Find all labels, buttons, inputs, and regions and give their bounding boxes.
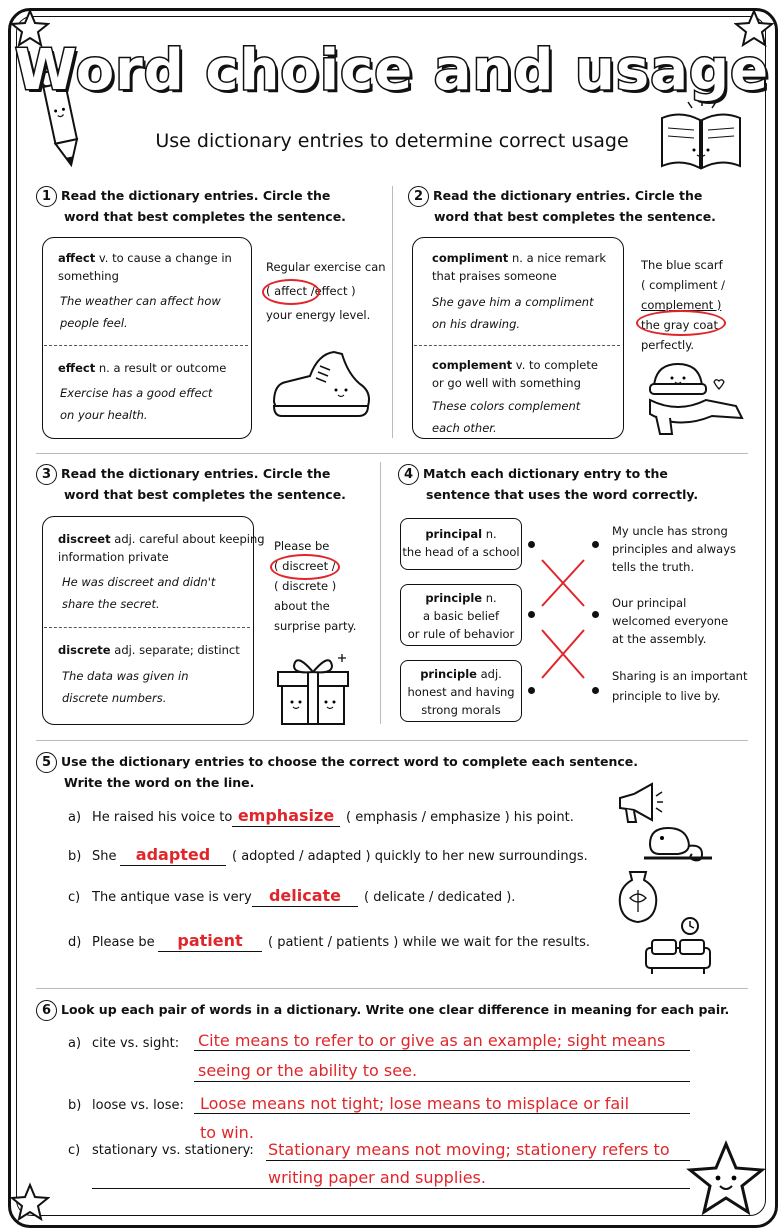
dictionary-entry: complement v. to complete or go well with something [432, 358, 598, 390]
practice-sentence[interactable]: The blue scarf ( compliment / complement ) the gray coat perfectly. [641, 258, 725, 352]
section-number: 5 [36, 752, 57, 773]
match-sentence-3: Sharing is an important principle to live by. [612, 669, 748, 703]
sneaker-icon [268, 344, 374, 424]
item-letter: d) [68, 935, 82, 950]
dictionary-entry: compliment n. a nice remark that praises someone [432, 251, 606, 283]
item-text: ( emphasis / emphasize ) his point. [346, 810, 574, 825]
dictionary-entry: discreet adj. careful about keeping information private [58, 532, 265, 564]
section-3-instructions: 3 Read the dictionary entries. Circle the word that best completes the sentence. [36, 464, 346, 504]
written-answer: Stationary means not moving; stationery refers to [268, 1140, 670, 1159]
answer-circle [262, 279, 320, 305]
answer-line[interactable] [158, 951, 262, 952]
megaphone-icon [614, 780, 664, 826]
answer-line[interactable] [266, 1160, 690, 1161]
section-number: 1 [36, 186, 57, 207]
section-2-instructions: 2 Read the dictionary entries. Circle the word that best completes the sentence. [408, 186, 716, 226]
section-1-instructions: 1 Read the dictionary entries. Circle the word that best completes the sentence. [36, 186, 346, 226]
section-5-instructions: 5 Use the dictionary entries to choose the correct word to complete each sentence. Write the word on the line. [36, 752, 638, 792]
written-answer: emphasize [237, 806, 335, 825]
section-4-instructions: 4 Match each dictionary entry to the sentence that uses the word correctly. [398, 464, 698, 504]
match-entry-1[interactable]: principal n. the head of a school [400, 518, 522, 570]
answer-line[interactable] [194, 1081, 690, 1082]
practice-sentence: your energy level. [266, 308, 371, 322]
match-lines [528, 540, 600, 696]
word-pair: stationary vs. stationery: [92, 1143, 254, 1158]
section-number: 6 [36, 1000, 57, 1021]
item-text: ( patient / patients ) while we wait for the results. [268, 935, 591, 950]
example-sentence: The weather can affect how people feel. [60, 294, 221, 330]
word-pair: loose vs. lose: [92, 1098, 184, 1113]
item-letter: c) [68, 1143, 81, 1158]
item-text: He raised his voice to [92, 810, 233, 825]
written-answer: seeing or the ability to see. [198, 1061, 418, 1080]
word-pair: cite vs. sight: [92, 1036, 180, 1051]
divider [36, 453, 748, 454]
item-letter: b) [68, 849, 82, 864]
match-entry-3[interactable]: principle adj. honest and having strong morals [400, 660, 522, 722]
answer-options[interactable]: ( affect /effect ) [266, 284, 356, 298]
item-text: Please be [92, 935, 155, 950]
section-number: 2 [408, 186, 429, 207]
answer-line[interactable] [232, 826, 340, 827]
chameleon-icon [640, 822, 716, 868]
item-text: She [92, 849, 117, 864]
practice-sentence: Regular exercise can [266, 260, 386, 274]
item-letter: a) [68, 810, 82, 825]
divider [36, 988, 748, 989]
section-number: 3 [36, 464, 57, 485]
answer-line[interactable] [92, 1188, 690, 1189]
match-sentence-2: Our principal welcomed everyone at the assembly. [612, 596, 729, 646]
hat-scarf-icon [636, 356, 748, 440]
dictionary-entry: affect v. to cause a change in something [58, 251, 232, 283]
written-answer: to win. [200, 1123, 254, 1142]
gift-box-icon [272, 648, 356, 728]
item-letter: a) [68, 1036, 82, 1051]
example-sentence: Exercise has a good effect on your health. [60, 386, 213, 422]
divider [36, 740, 748, 741]
answer-line[interactable] [194, 1050, 690, 1051]
couch-clock-icon [642, 916, 714, 978]
smiling-star-icon [686, 1138, 766, 1218]
dictionary-entry: discrete adj. separate; distinct [58, 643, 240, 657]
match-sentence-1: My uncle has strong principles and always tells the truth. [612, 524, 737, 574]
item-letter: c) [68, 890, 81, 905]
star-icon [10, 1182, 50, 1222]
item-text: ( delicate / dedicated ). [364, 890, 516, 905]
section-6-instructions: 6 Look up each pair of words in a dictionary. Write one clear difference in meaning for each pair. [36, 1000, 729, 1021]
written-answer: writing paper and supplies. [268, 1168, 486, 1187]
dictionary-entry: effect n. a result or outcome [58, 361, 227, 375]
page-title: Word choice and usage [14, 38, 770, 103]
example-sentence: These colors complement each other. [432, 399, 581, 435]
written-answer: Loose means not tight; lose means to misplace or fail [200, 1094, 630, 1113]
page-subtitle: Use dictionary entries to determine correct usage [155, 130, 629, 152]
written-answer: patient [177, 931, 243, 950]
written-answer: adapted [135, 845, 211, 864]
practice-sentence[interactable]: Please be ( discreet / ( discrete ) about the surprise party. [274, 539, 357, 633]
match-entry-2[interactable]: principle n. a basic belief or rule of behavior [400, 584, 522, 646]
example-sentence: The data was given in discrete numbers. [62, 669, 189, 705]
divider [380, 462, 381, 724]
divider [392, 186, 393, 438]
written-answer: delicate [268, 886, 342, 905]
item-text: The antique vase is very [92, 890, 252, 905]
item-letter: b) [68, 1098, 82, 1113]
example-sentence: She gave him a compliment on his drawing. [432, 295, 594, 331]
answer-line[interactable] [194, 1113, 690, 1114]
answer-circle [636, 310, 726, 336]
section-number: 4 [398, 464, 419, 485]
answer-circle [270, 554, 340, 580]
written-answer: Cite means to refer to or give as an example; sight means [198, 1031, 666, 1050]
answer-line[interactable] [120, 865, 226, 866]
example-sentence: He was discreet and didn't share the secret. [62, 575, 216, 611]
item-text: ( adopted / adapted ) quickly to her new surroundings. [232, 849, 588, 864]
answer-line[interactable] [252, 906, 358, 907]
